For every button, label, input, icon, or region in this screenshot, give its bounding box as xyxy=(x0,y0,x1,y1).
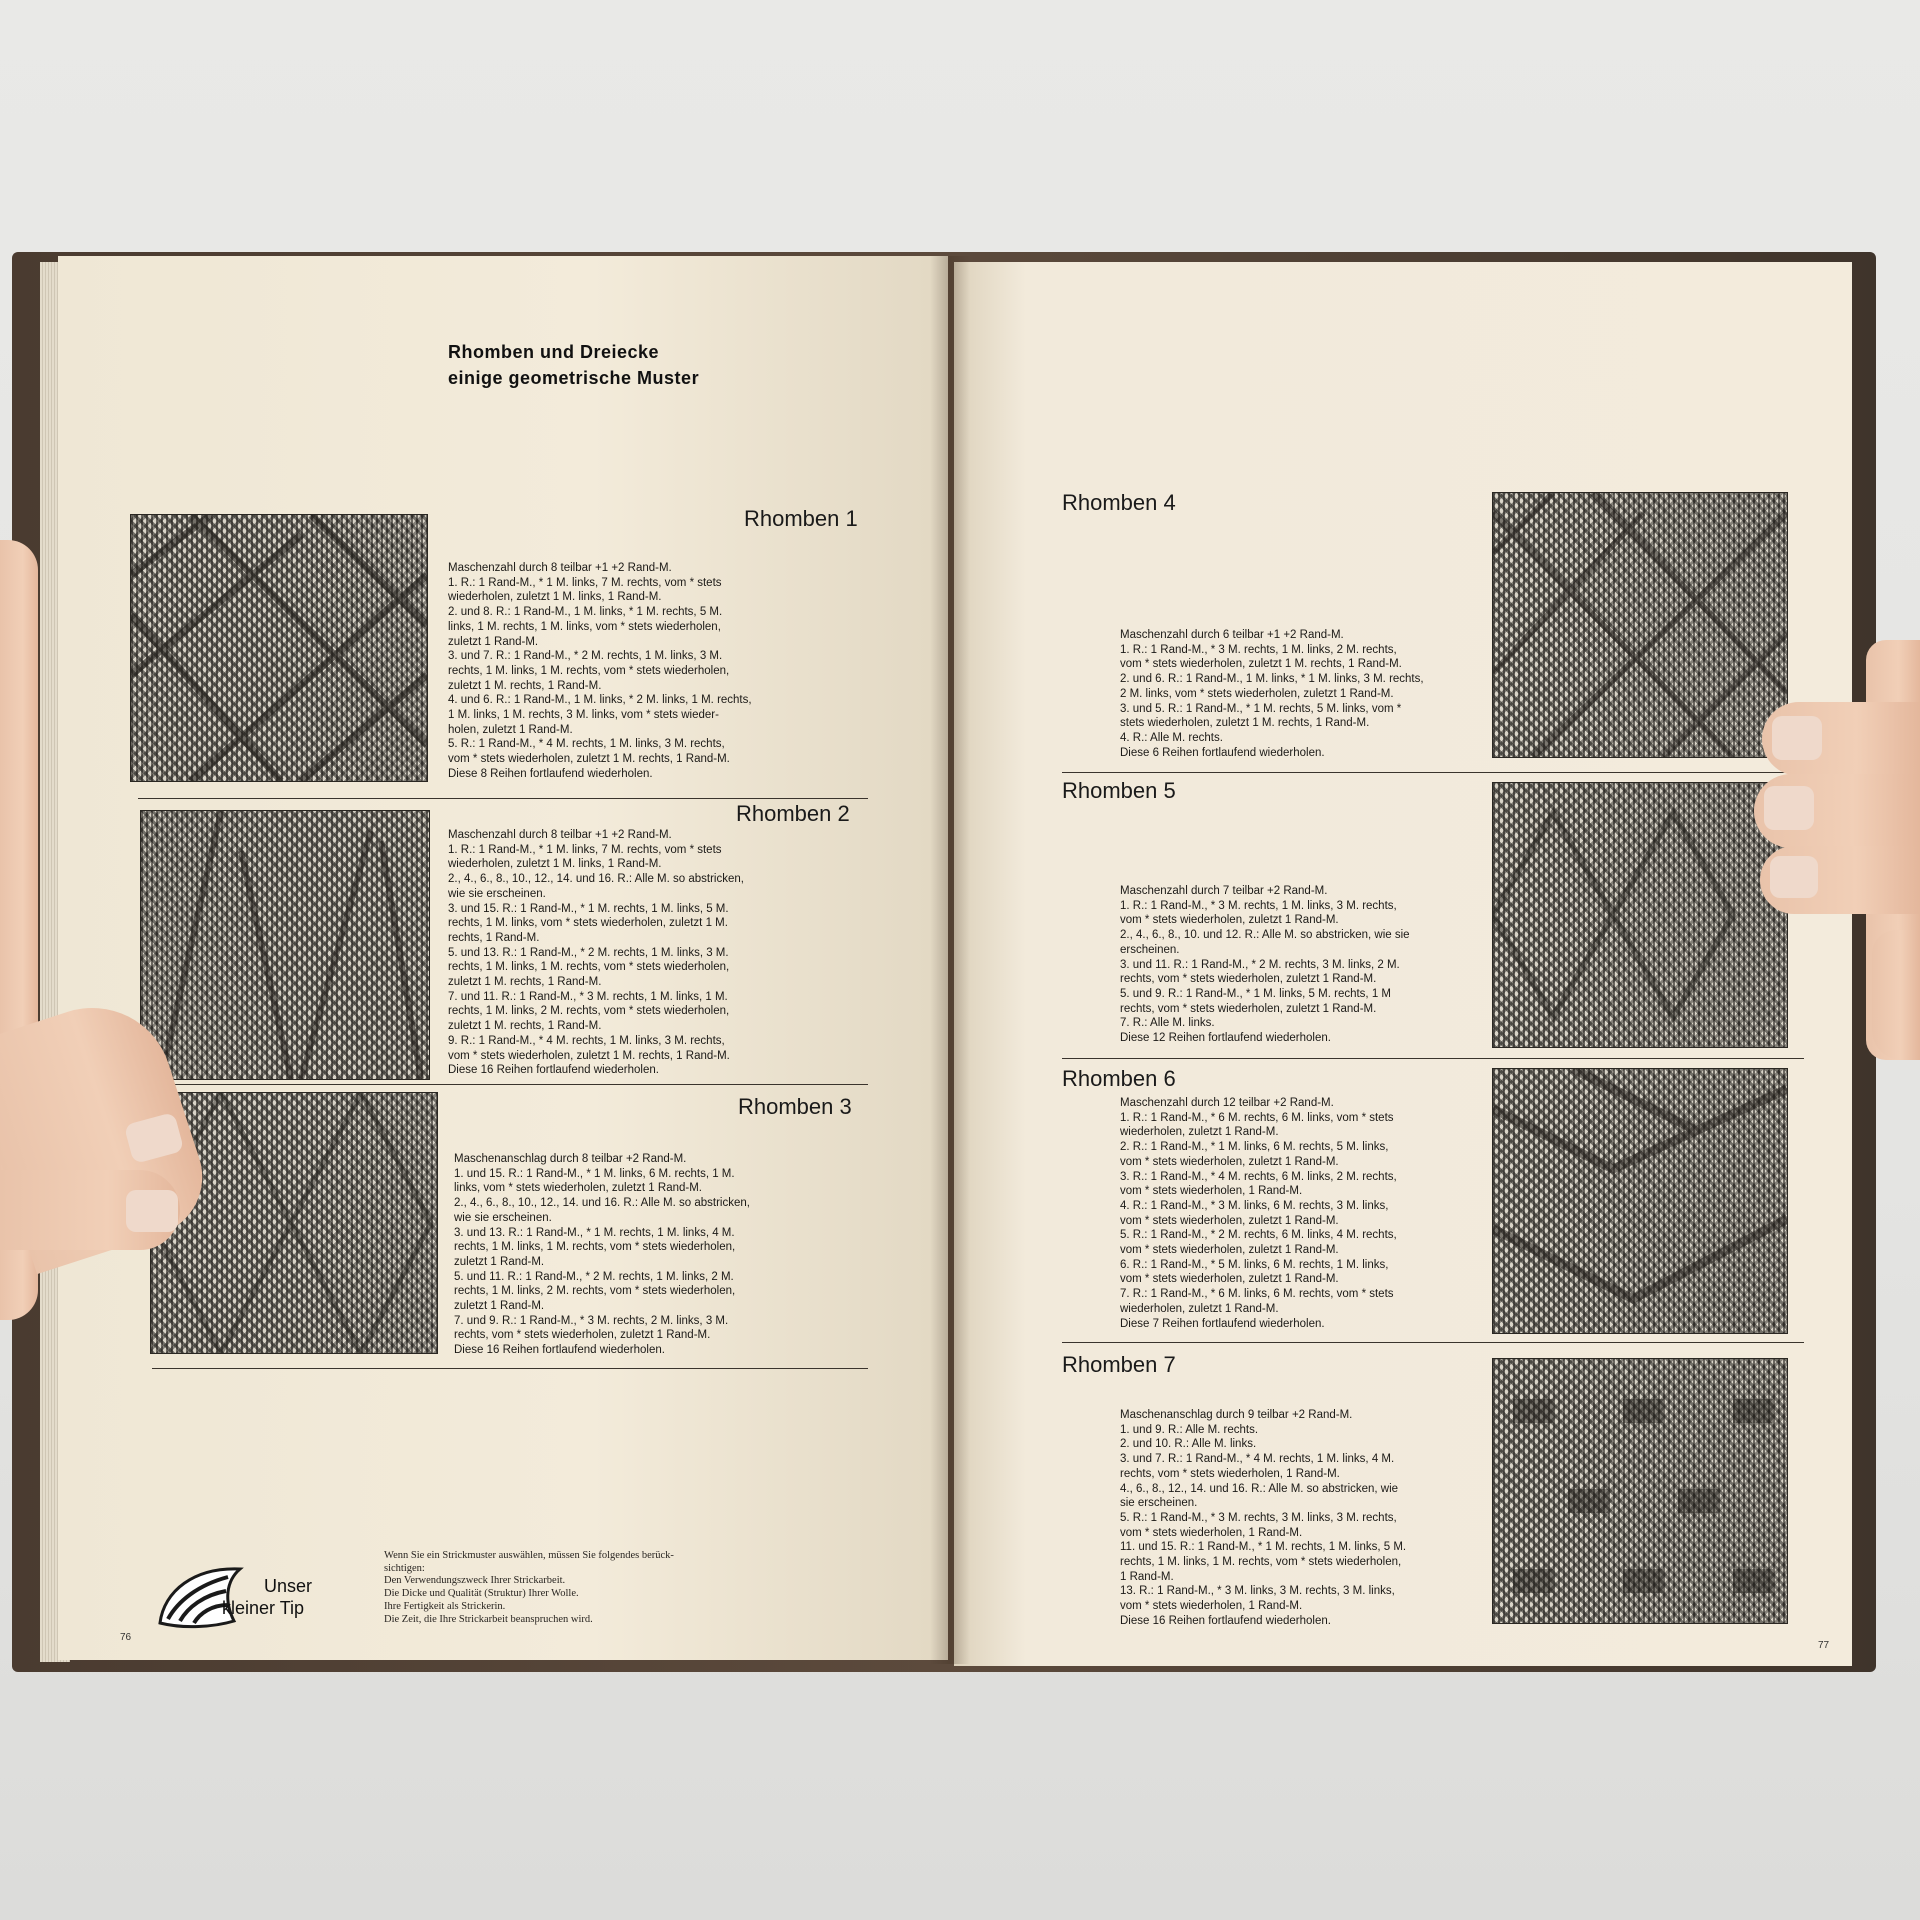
knit-swatch-rhomben-1 xyxy=(130,514,428,782)
divider xyxy=(152,1368,868,1369)
pattern-title-rhomben-4: Rhomben 4 xyxy=(1062,490,1176,515)
pattern-title-rhomben-7: Rhomben 7 xyxy=(1062,1352,1176,1377)
tip-text: Wenn Sie ein Strickmuster auswählen, müssen Sie folgendes berück- sichtigen: Den Verwendungszweck Ihrer Strickarbeit. Die Dicke und Qualität (Struktur) Ihrer Wolle. Ihre Fertigkeit als Strickerin. Die Zeit, die Ihre Strickarbeit beanspruchen wird. xyxy=(384,1550,674,1625)
pattern-text-rhomben-5: Maschenzahl durch 7 teilbar +2 Rand-M. 1. R.: 1 Rand-M., * 3 M. rechts, 1 M. links, 3 M. rechts, vom * stets wiederholen, zuletzt 1 Rand-M. 2., 4., 6., 8., 10. und 12. R.: Alle M. so abstricken, wie sie erscheinen. 3. und 11. R.: 1 Rand-M., * 2 M. rechts, 3 M. links, 2 M. rechts, vom * stets wiederholen, zuletzt 1 Rand-M. 5. und 9. R.: 1 Rand-M., * 1 M. links, 5 M. rechts, 1 M rechts, vom * stets wiederholen, zuletzt 1 Rand-M. 7. R.: Alle M. links. Diese 12 Reihen fortlaufend wiederholen. xyxy=(1120,885,1410,1045)
knit-swatch-rhomben-6 xyxy=(1492,1068,1788,1334)
divider xyxy=(146,1084,868,1085)
knit-swatch-rhomben-4 xyxy=(1492,492,1788,758)
shell-icon xyxy=(154,1561,250,1631)
page-number: 76 xyxy=(120,1632,132,1643)
pattern-text-rhomben-6: Maschenzahl durch 12 teilbar +2 Rand-M. 1. R.: 1 Rand-M., * 6 M. rechts, 6 M. links, vom * stets wiederholen, zuletzt 1 Rand-M. 2. R.: 1 Rand-M., * 1 M. links, 6 M. rechts, 5 M. links, vom * stets wiederholen, zuletzt 1 Rand-M. 3. R.: 1 Rand-M., * 4 M. rechts, 6 M. links, 2 M. rechts, vom * stets wiederholen, 1 Rand-M. 4. R.: 1 Rand-M., * 3 M. links, 6 M. rechts, 3 M. links, vom * stets wiederholen, zuletzt 1 Rand-M. 5. R.: 1 Rand-M., * 2 M. rechts, 6 M. links, 4 M. rechts, vom * stets wiederholen, zuletzt 1 Rand-M. 6. R.: 1 Rand-M., * 5 M. links, 6 M. rechts, 1 M. links, vom * stets wiederholen, zuletzt 1 Rand-M. 7. R.: 1 Rand-M., * 6 M. links, 6 M. rechts, vom * stets wiederholen, zuletzt 1 Rand-M. Diese 7 Reihen fortlaufend wiederholen. xyxy=(1120,1097,1397,1330)
fingernail xyxy=(1772,716,1822,760)
page-number: 77 xyxy=(1818,1640,1830,1651)
divider xyxy=(138,798,868,799)
left-page xyxy=(58,256,948,1660)
knit-swatch-rhomben-5 xyxy=(1492,782,1788,1048)
pattern-text-rhomben-1: Maschenzahl durch 8 teilbar +1 +2 Rand-M. 1. R.: 1 Rand-M., * 1 M. links, 7 M. rechts, vom * stets wiederholen, zuletzt 1 M. links, 1 Rand-M. 2. und 8. R.: 1 Rand-M., 1 M. links, * 1 M. rechts, 5 M. links, 1 M. rechts, 1 M. links, vom * stets wiederholen, zuletzt 1 Rand-M. 3. und 7. R.: 1 Rand-M., * 2 M. rechts, 1 M. links, 3 M. rechts, 1 M. links, 1 M. rechts, vom * stets wiederholen, zuletzt 1 M. rechts, 1 Rand-M. 4. und 6. R.: 1 Rand-M., 1 M. links, * 2 M. links, 1 M. rechts, 1 M. links, 1 M. rechts, 3 M. links, vom * stets wieder- holen, zuletzt 1 Rand-M. 5. R.: 1 Rand-M., * 4 M. rechts, 1 M. links, 3 M. rechts, vom * stets wiederholen, zuletzt 1 M. rechts, 1 Rand-M. Diese 8 Reihen fortlaufend wiederholen. xyxy=(448,562,752,780)
pattern-title-rhomben-1: Rhomben 1 xyxy=(744,506,858,531)
fingernail xyxy=(1770,856,1818,898)
pattern-text-rhomben-3: Maschenanschlag durch 8 teilbar +2 Rand-M. 1. und 15. R.: 1 Rand-M., * 1 M. links, 6 M. rechts, 1 M. links, vom * stets wiederholen, zuletzt 1 Rand-M. 2., 4., 6., 8., 10., 12., 14. und 16. R.: Alle M. so abstricken, wie sie erscheinen. 3. und 13. R.: 1 Rand-M., * 1 M. rechts, 1 M. links, 4 M. rechts, 1 M. links, 1 M. rechts, vom * stets wiederholen, zuletzt 1 Rand-M. 5. und 11. R.: 1 Rand-M., * 2 M. rechts, 1 M. links, 2 M. rechts, 1 M. links, 2 M. rechts, vom * stets wiederholen, zuletzt 1 Rand-M. 7. und 9. R.: 1 Rand-M., * 3 M. rechts, 2 M. links, 3 M. rechts, vom * stets wiederholen, zuletzt 1 Rand-M. Diese 16 Reihen fortlaufend wiederholen. xyxy=(454,1153,750,1357)
pattern-text-rhomben-4: Maschenzahl durch 6 teilbar +1 +2 Rand-M. 1. R.: 1 Rand-M., * 3 M. rechts, 1 M. links, 2 M. rechts, vom * stets wiederholen, zuletzt 1 M. rechts, 1 Rand-M. 2. und 6. R.: 1 Rand-M., 1 M. links, * 1 M. links, 3 M. rechts, 2 M. links, vom * stets wiederholen, zuletzt 1 Rand-M. 3. und 5. R.: 1 Rand-M., * 1 M. rechts, 5 M. links, vom * stets wiederholen, zuletzt 1 M. rechts, 1 Rand-M. 4. R.: Alle M. rechts. Diese 6 Reihen fortlaufend wiederholen. xyxy=(1120,629,1424,759)
divider xyxy=(1062,772,1804,773)
divider xyxy=(1062,1058,1804,1059)
right-page xyxy=(954,262,1852,1666)
headline-line-1: Rhomben und Dreiecke xyxy=(448,342,660,362)
book-spine xyxy=(930,256,970,1664)
fingernail xyxy=(126,1190,178,1232)
headline-line-2: einige geometrische Muster xyxy=(448,368,700,388)
pattern-title-rhomben-6: Rhomben 6 xyxy=(1062,1066,1176,1091)
pattern-title-rhomben-5: Rhomben 5 xyxy=(1062,778,1176,803)
tip-label-line-1: Unser xyxy=(264,1576,313,1596)
pattern-text-rhomben-2: Maschenzahl durch 8 teilbar +1 +2 Rand-M. 1. R.: 1 Rand-M., * 1 M. links, 7 M. rechts, vom * stets wiederholen, zuletzt 1 M. links, 1 Rand-M. 2., 4., 6., 8., 10., 12., 14. und 16. R.: Alle M. so abstricken, wie sie erscheinen. 3. und 15. R.: 1 Rand-M., * 1 M. rechts, 1 M. links, 5 M. rechts, 1 M. links, vom * stets wiederholen, zuletzt 1 M. rechts, 1 Rand-M. 5. und 13. R.: 1 Rand-M., * 2 M. rechts, 1 M. links, 3 M. rechts, 1 M. links, 1 M. rechts, vom * stets wiederholen, zuletzt 1 M. rechts, 1 Rand-M. 7. und 11. R.: 1 Rand-M., * 3 M. rechts, 1 M. links, 1 M. rechts, 1 M. links, 2 M. rechts, vom * stets wiederholen, zuletzt 1 M. rechts, 1 Rand-M. 9. R.: 1 Rand-M., * 4 M. rechts, 1 M. links, 3 M. rechts, vom * stets wiederholen, zuletzt 1 M. rechts, 1 Rand-M. Diese 16 Reihen fortlaufend wiederholen. xyxy=(448,829,744,1077)
knit-swatch-rhomben-3 xyxy=(150,1092,438,1354)
pattern-title-rhomben-2: Rhomben 2 xyxy=(736,801,850,826)
pattern-title-rhomben-3: Rhomben 3 xyxy=(738,1094,852,1119)
knit-swatch-rhomben-7 xyxy=(1492,1358,1788,1624)
divider xyxy=(1062,1342,1804,1343)
knit-swatch-rhomben-2 xyxy=(140,810,430,1080)
pattern-text-rhomben-7: Maschenanschlag durch 9 teilbar +2 Rand-M. 1. und 9. R.: Alle M. rechts. 2. und 10. R.: Alle M. links. 3. und 7. R.: 1 Rand-M., * 4 M. rechts, 1 M. links, 4 M. rechts, vom * stets wiederholen, 1 Rand-M. 4., 6., 8., 12., 14. und 16. R.: Alle M. so abstricken, wie sie erscheinen. 5. R.: 1 Rand-M., * 3 M. rechts, 3 M. links, 3 M. rechts, vom * stets wiederholen, 1 Rand-M. 11. und 15. R.: 1 Rand-M., * 1 M. rechts, 1 M. links, 5 M. rechts, 1 M. links, 1 M. rechts, vom * stets wiederholen, 1 Rand-M. 13. R.: 1 Rand-M., * 3 M. links, 3 M. rechts, 3 M. links, vom * stets wiederholen, 1 Rand-M. Diese 16 Reihen fortlaufend wiederholen. xyxy=(1120,1409,1407,1627)
fingernail xyxy=(1764,786,1814,830)
right-thumb xyxy=(1872,930,1920,1060)
tip-label-line-2: kleiner Tip xyxy=(222,1598,305,1618)
